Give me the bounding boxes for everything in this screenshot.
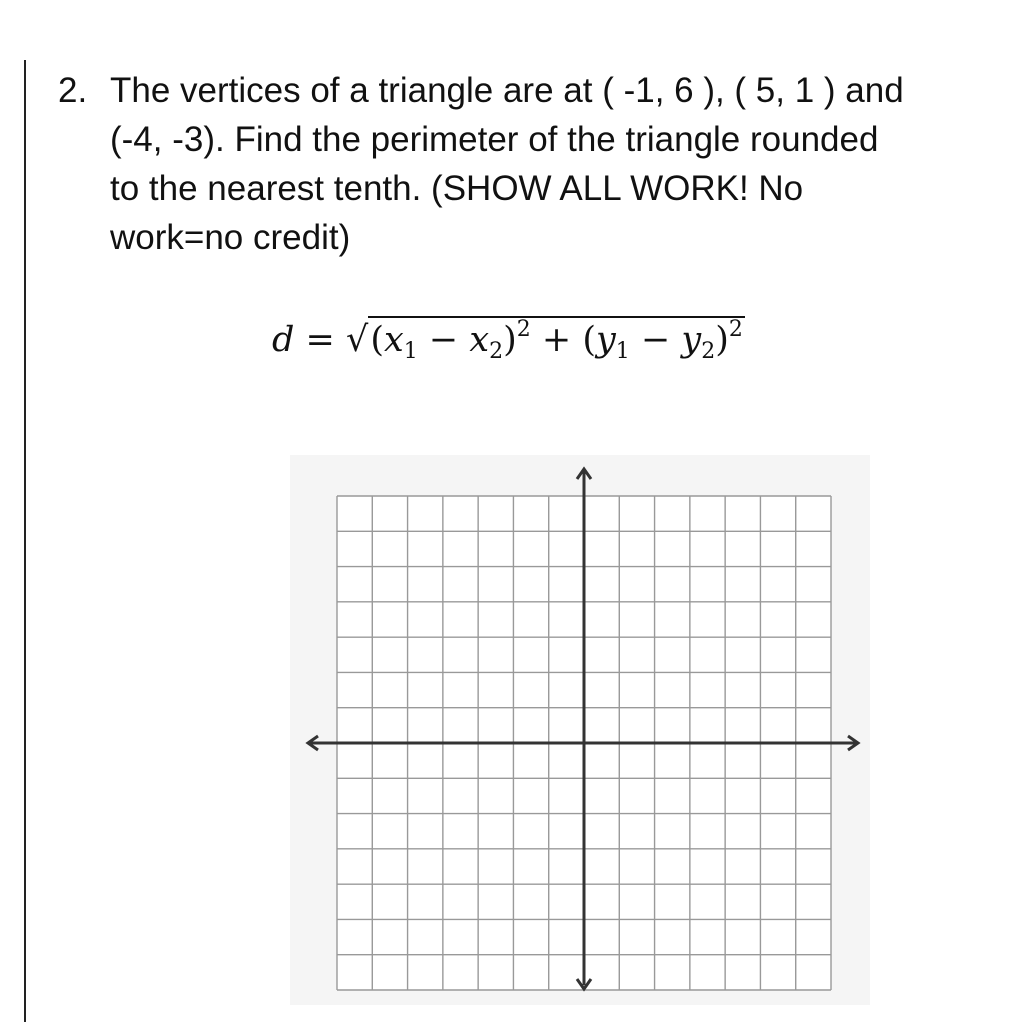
sub-y1: 1 xyxy=(615,339,630,364)
formula-equals: = xyxy=(305,320,335,360)
plus: + xyxy=(541,320,572,360)
sub-x1: 1 xyxy=(403,339,418,364)
radical-sign: √ xyxy=(346,320,369,360)
question-line-4: work=no credit) xyxy=(110,218,351,257)
var-x2: x xyxy=(469,320,490,360)
distance-formula xyxy=(272,316,745,376)
paren-open-y: ( xyxy=(582,320,597,360)
question-number: 2. xyxy=(58,71,88,110)
margin-rule xyxy=(24,60,26,1022)
square-root xyxy=(346,316,745,364)
minus-x: − xyxy=(428,320,459,360)
minus-y: − xyxy=(640,320,671,360)
question-line-2: (-4, -3). Find the perimeter of the triangle rounded xyxy=(110,120,879,159)
question-line-3: to the nearest tenth. (SHOW ALL WORK! No xyxy=(110,169,804,208)
formula-lhs: d xyxy=(272,320,295,360)
question-line-1: The vertices of a triangle are at ( -1, 6 ), ( 5, 1 ) and xyxy=(110,71,904,110)
sub-y2: 2 xyxy=(701,339,716,364)
question-block xyxy=(58,66,988,262)
sub-x2: 2 xyxy=(489,339,504,364)
radicand xyxy=(368,316,745,364)
var-y1: y xyxy=(596,320,616,360)
var-x1: x xyxy=(383,320,404,360)
var-y2: y xyxy=(681,320,702,360)
coordinate-grid xyxy=(290,455,870,1005)
paren-open-x: ( xyxy=(370,320,384,360)
square-x: 2 xyxy=(516,317,531,342)
square-y: 2 xyxy=(728,317,743,342)
paren-close-x: ) xyxy=(503,320,517,360)
paren-close-y: ) xyxy=(715,320,729,360)
grid-svg xyxy=(290,455,870,1005)
